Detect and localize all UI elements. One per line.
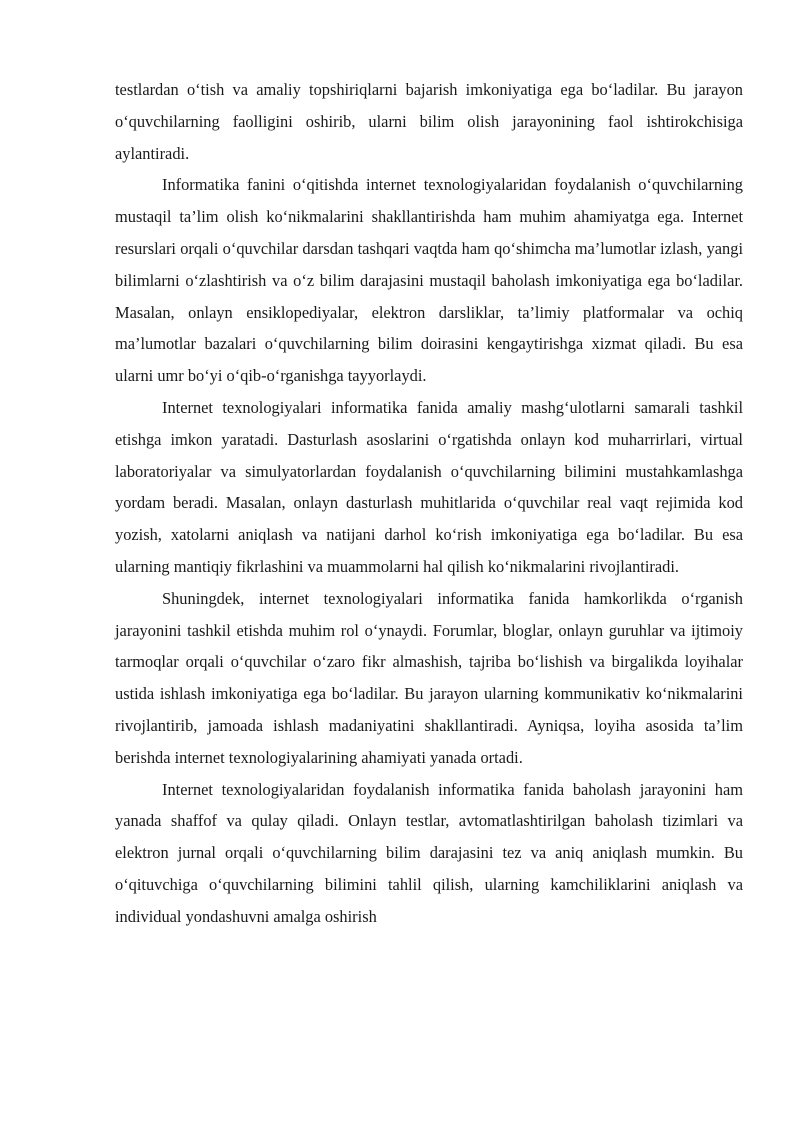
paragraph-5: Internet texnologiyalaridan foydalanish informatika fanida baholash jarayonini ham yanada shaffof va qulay qiladi. Onlayn testlar, avtomatlashtirilgan baholash tizimlari va elektron jurnal orqali o‘quvchilarning bilim darajasini tez va aniq aniqlash mumkin. Bu o‘qituvchiga o‘quvchilarning bilimini tahlil qilish, ularning kamchiliklarini aniqlash va individual yondashuvni amalga oshirish xyxy=(115,779,743,926)
paragraph-3: Internet texnologiyalari informatika fanida amaliy mashg‘ulotlarni samarali tashkil etishga imkon yaratadi. Dasturlash asoslarini o‘rgatishda onlayn kod muharrirlari, virtual laboratoriyalar va simulyatorlardan foydalanish o‘quvchilarning bilimini mustahkamlashga yordam beradi. Masalan, onlayn dasturlash muhitlarida o‘quvchilar real vaqt rejimida kod yozish, xatolarni aniqlash va natijani darhol ko‘rish imkoniyatiga ega bo‘ladilar. Bu esa ularning mantiqiy fikrlashini va muammolarni hal qilish ko‘nikmalarini rivojlantiradi. xyxy=(115,397,743,576)
paragraph-4: Shuningdek, internet texnologiyalari informatika fanida hamkorlikda o‘rganish jarayonini tashkil etishda muhim rol o‘ynaydi. Forumlar, bloglar, onlayn guruhlar va ijtimoiy tarmoqlar orqali o‘quvchilar o‘zaro fikr almashish, tajriba bo‘lishish va birgalikda loyihalar ustida ishlash imkoniyatiga ega bo‘ladilar. Bu jarayon ularning kommunikativ ko‘nikmalarini rivojlantirib, jamoada ishlash madaniyatini shakllantiradi. Ayniqsa, loyiha asosida ta’lim berishda internet texnologiyalarining ahamiyati yanada ortadi. xyxy=(115,588,743,767)
paragraph-1: testlardan o‘tish va amaliy topshiriqlarni bajarish imkoniyatiga ega bo‘ladilar. Bu jarayon o‘quvchilarning faolligini oshirib, ularni bilim olish jarayonining faol ishtirokchisiga aylantiradi. xyxy=(115,80,743,163)
document-body xyxy=(115,74,743,933)
paragraph-2: Informatika fanini o‘qitishda internet texnologiyalaridan foydalanish o‘quvchilarning mustaqil ta’lim olish ko‘nikmalarini shakllantirishda ham muhim ahamiyatga ega. Internet resurslari orqali o‘quvchilar darsdan tashqari vaqtda ham qo‘shimcha ma’lumotlar izlash, yangi bilimlarni o‘zlashtirish va o‘z bilim darajasini mustaqil baholash imkoniyatiga ega bo‘ladilar. Masalan, onlayn ensiklopediyalar, elektron darsliklar, ta’limiy platformalar va ochiq ma’lumotlar bazalari o‘quvchilarning bilim doirasini kengaytirishga xizmat qiladi. Bu esa ularni umr bo‘yi o‘qib-o‘rganishga tayyorlaydi. xyxy=(115,175,743,386)
